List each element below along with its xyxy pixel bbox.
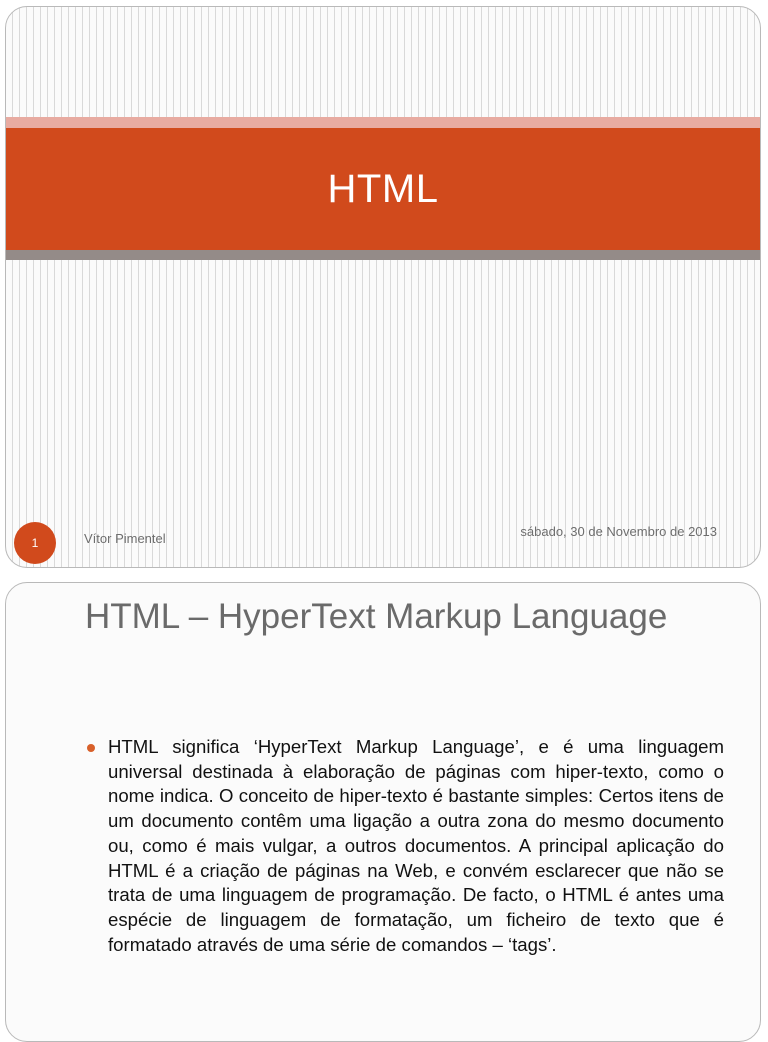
title-band	[6, 128, 760, 250]
title-top-accent-band	[6, 117, 760, 128]
title-bottom-accent-band	[6, 250, 760, 260]
bullet-list-item	[87, 735, 724, 957]
slide-title: HTML	[327, 166, 439, 211]
content-heading: HTML – HyperText Markup Language	[85, 597, 668, 636]
bullet-dot-icon	[87, 744, 95, 752]
content-slide	[5, 582, 761, 1042]
slide-number-badge: 1	[14, 522, 56, 564]
title-slide	[5, 6, 761, 568]
slide-date: sábado, 30 de Novembro de 2013	[520, 524, 717, 539]
author-name: Vítor Pimentel	[84, 531, 166, 546]
bullet-text: HTML significa ‘HyperText Markup Language’, e é uma linguagem universal destinada à elaboração de páginas com hiper-texto, como o nome indica. O conceito de hiper-texto é bastante simples: Certos itens de um documento contêm uma ligação a outra zona do mesmo documento ou, como é mais vulgar, a outros documentos. A principal aplicação do HTML é a criação de páginas na Web, e convém esclarecer que não se trata de uma linguagem de programação. De facto, o HTML é antes uma espécie de linguagem de formatação, um ficheiro de texto que é formatado através de uma série de comandos – ‘tags’.	[108, 736, 724, 955]
